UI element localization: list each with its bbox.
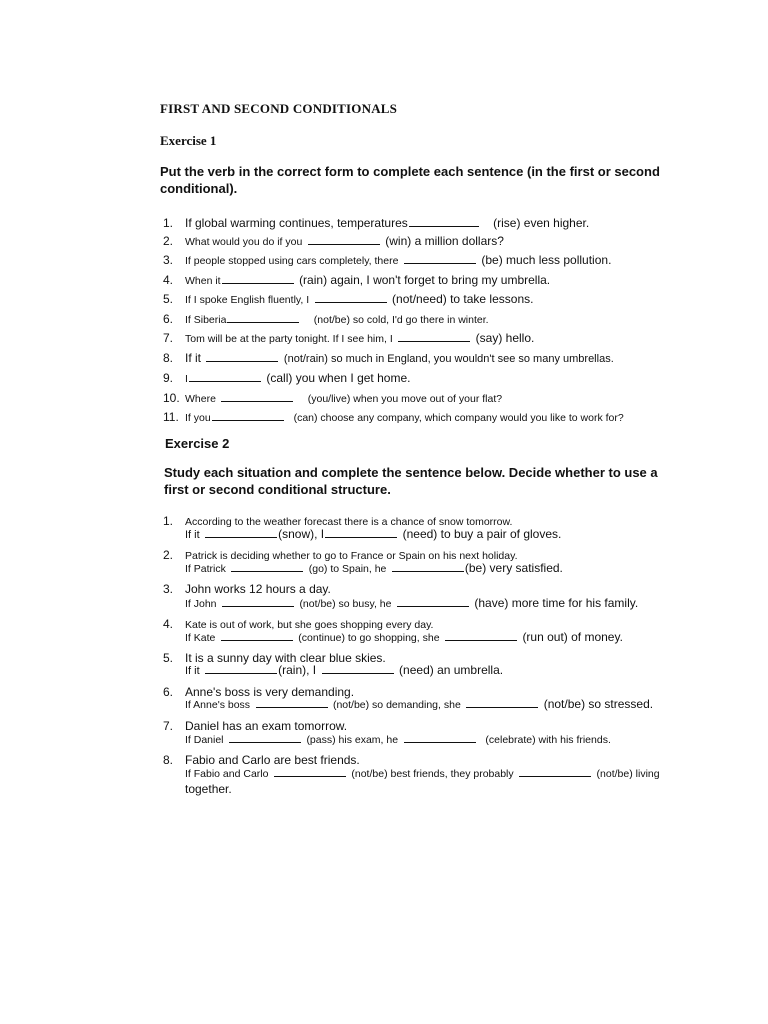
- exercise-2-sentence-continuation: together.: [185, 782, 232, 796]
- exercise-2-situation: 6. Anne's boss is very demanding.: [163, 685, 355, 699]
- exercise-2-situation: 4. Kate is out of work, but she goes shopping every day.: [163, 617, 434, 631]
- exercise-1-item: 2. What would you do if you (win) a million dollars?: [163, 234, 504, 248]
- exercise-1-item: 3. If people stopped using cars completely, there (be) much less pollution.: [163, 253, 612, 267]
- exercise-1-item: 6. If Siberia (not/be) so cold, I'd go there in winter.: [163, 312, 489, 326]
- exercise-2-situation: 3. John works 12 hours a day.: [163, 582, 331, 596]
- exercise-1-heading: Exercise 1: [160, 133, 217, 148]
- exercise-2-situation: 1. According to the weather forecast there is a chance of snow tomorrow.: [163, 514, 513, 528]
- exercise-2-sentence: If Patrick (go) to Spain, he (be) very satisfied.: [185, 561, 563, 575]
- exercise-1-instructions: Put the verb in the correct form to complete each sentence (in the first or second conditional).: [160, 164, 660, 196]
- exercise-2-situation: 5. It is a sunny day with clear blue skies.: [163, 651, 386, 665]
- exercise-2-situation: 7. Daniel has an exam tomorrow.: [163, 719, 348, 733]
- exercise-2-instructions: Study each situation and complete the sentence below. Decide whether to use a first or second conditional structure.: [164, 465, 658, 497]
- exercise-1-item: 4. When it (rain) again, I won't forget to bring my umbrella.: [163, 273, 551, 287]
- exercise-2-sentence: If Anne's boss (not/be) so demanding, she (not/be) so stressed.: [185, 697, 654, 711]
- exercise-2-sentence: If it (snow), I (need) to buy a pair of gloves.: [185, 527, 562, 541]
- exercise-2-situation: 8. Fabio and Carlo are best friends.: [163, 753, 360, 767]
- exercise-1-item: 1. If global warming continues, temperatures (rise) even higher.: [163, 216, 590, 230]
- exercise-2-situation: 2. Patrick is deciding whether to go to France or Spain on his next holiday.: [163, 548, 518, 562]
- exercise-1-item: 5. If I spoke English fluently, I (not/need) to take lessons.: [163, 292, 534, 306]
- exercise-1-item: 11. If you (can) choose any company, which company would you like to work for?: [163, 410, 624, 424]
- exercise-1-item: 7. Tom will be at the party tonight. If I see him, I (say) hello.: [163, 331, 535, 345]
- exercise-2-sentence: If Daniel (pass) his exam, he (celebrate) with his friends.: [185, 734, 611, 746]
- exercise-2-sentence: If Fabio and Carlo (not/be) best friends, they probably (not/be) living: [185, 768, 660, 780]
- exercise-1-item: 8. If it (not/rain) so much in England, you wouldn't see so many umbrellas.: [163, 351, 614, 365]
- exercise-2-sentence: If John (not/be) so busy, he (have) more time for his family.: [185, 596, 639, 610]
- page-title: FIRST AND SECOND CONDITIONALS: [160, 101, 398, 116]
- exercise-2-sentence: If it (rain), I (need) an umbrella.: [185, 663, 504, 677]
- exercise-2-sentence: If Kate (continue) to go shopping, she (run out) of money.: [185, 630, 623, 644]
- exercise-1-item: 10. Where (you/live) when you move out of your flat?: [163, 391, 503, 405]
- exercise-1-item: 9. I (call) you when I get home.: [163, 371, 411, 385]
- exercise-2-heading: Exercise 2: [165, 436, 230, 451]
